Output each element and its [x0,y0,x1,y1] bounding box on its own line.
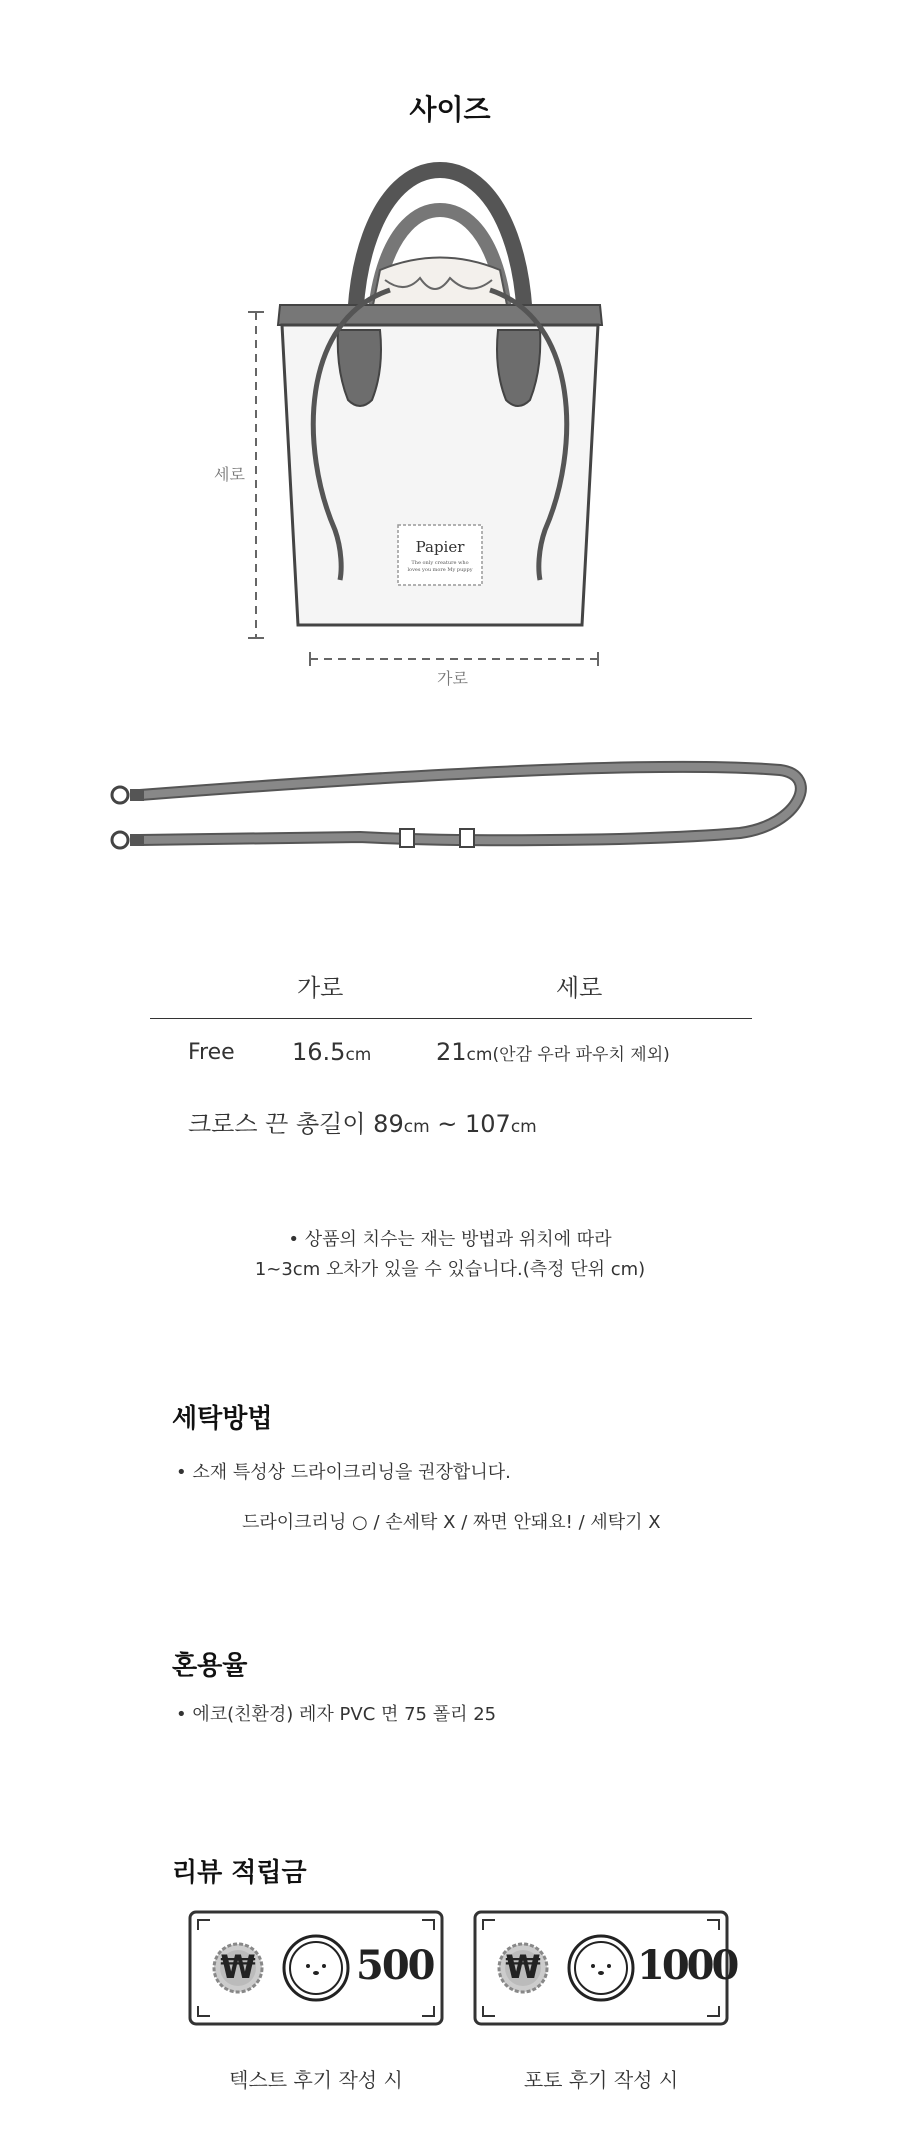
coupon-caption-text: 텍스트 후기 작성 시 [229,2068,403,2092]
size-title: 사이즈 [409,93,491,126]
bag-label-brand: Papier [415,538,465,556]
won-icon: ₩ [220,1948,256,1986]
bag-rim [278,305,602,325]
bag-label-tagline-1: The only creature who [411,560,469,566]
coupon-caption-photo: 포토 후기 작성 시 [523,2068,679,2092]
material-title: 혼용율 [172,1651,248,1681]
coupon-amount: 1000 [637,1942,737,1989]
width-label: 가로 [437,669,468,688]
washing-line-2: 드라이크리닝 ○ / 손세탁 X / 짜면 안돼요! / 세탁기 X [242,1512,661,1533]
bag-label-tagline-2: loves you more My puppy [407,567,473,573]
height-dimension-line [246,310,266,640]
material-line-1: • 에코(친환경) 레자 PVC 면 75 폴리 25 [176,1704,497,1725]
won-icon: ₩ [505,1948,541,1986]
width-dimension-line [308,652,600,666]
notice-line-1: • 상품의 치수는 재는 방법과 위치에 따라 [288,1229,612,1250]
washing-line-1: • 소재 특성상 드라이크리닝을 권장합니다. [176,1462,511,1483]
table-row-width: 16.5cm [292,1038,372,1066]
table-row-height: 21cm(안감 우라 파우치 제외) [436,1038,670,1066]
strap-length: 크로스 끈 총길이 89cm ~ 107cm [188,1110,537,1138]
table-header-width: 가로 [297,974,344,1002]
review-title: 리뷰 적립금 [172,1858,307,1888]
table-divider [150,1018,752,1019]
table-header-height: 세로 [556,974,603,1002]
coupon-amount: 500 [356,1942,434,1989]
coupon-photo-review [473,1910,737,2026]
strap-illustration [100,755,820,875]
height-label: 세로 [214,465,245,484]
coupon-text-review [188,1910,444,2026]
washing-title: 세탁방법 [172,1404,273,1434]
table-row-size: Free [188,1040,235,1065]
bag-illustration [230,150,650,670]
notice-line-2: 1~3cm 오차가 있을 수 있습니다.(측정 단위 cm) [254,1259,646,1280]
